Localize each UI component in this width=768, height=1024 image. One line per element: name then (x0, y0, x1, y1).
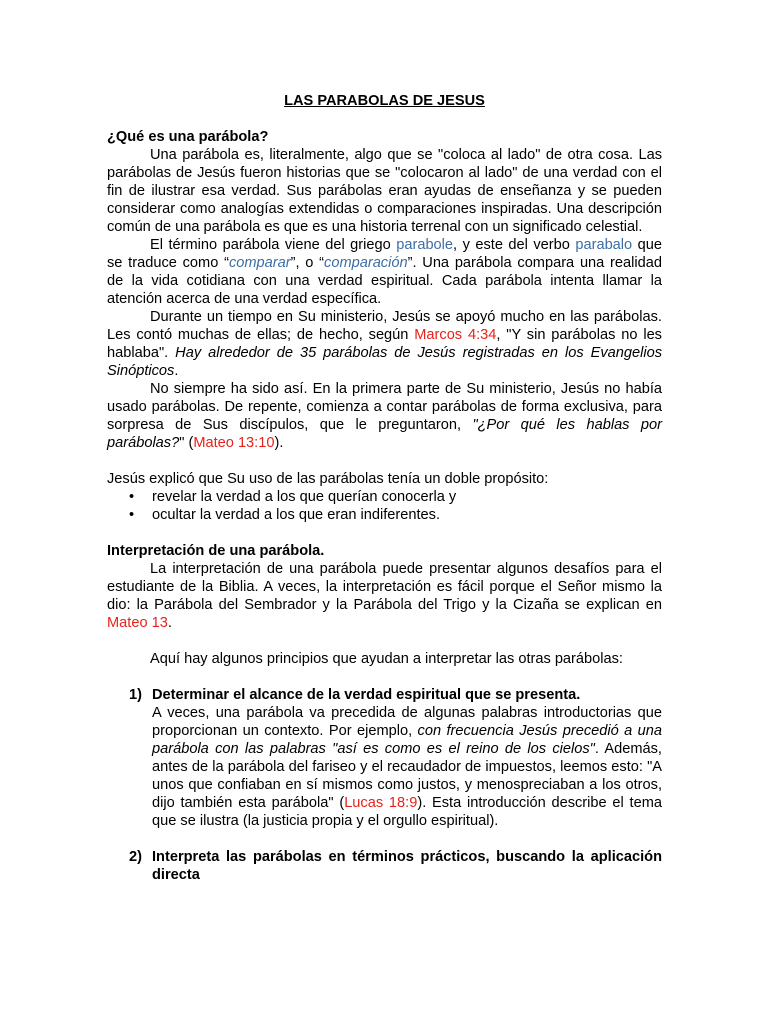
scripture-reference[interactable]: Mateo 13 (107, 615, 168, 631)
italic-text: "¿Por qué les hablas por parábolas? (107, 417, 662, 451)
text: que se traduce como “ (107, 237, 662, 271)
translation-term: comparar (228, 255, 291, 271)
text: . Además, antes de la parábola del fariseo y el recaudador de impuestos, leemos esto: "A unos que confiaban en sí mismos como justos, y menospreciaban a los otros, dijo también esta parábola" ( (152, 741, 662, 811)
document-body (107, 92, 662, 884)
text: , "Y sin parábolas no les hablaba". (107, 327, 662, 361)
text: , y este del verbo (453, 237, 576, 253)
greek-term: parabole (396, 237, 454, 253)
section-heading-interpretacion: Interpretación de una parábola. (107, 543, 325, 559)
scripture-reference[interactable]: Lucas 18:9 (344, 795, 418, 811)
paragraph (107, 380, 662, 452)
text: No siempre ha sido así. En la primera parte de Su ministerio, Jesús no había usado parábolas. De repente, comienza a contar parábolas de forma exclusiva, para sorpresa de Sus discípulos, que le preguntaron, (107, 381, 662, 433)
text: " ( (179, 435, 194, 451)
text: Durante un tiempo en Su ministerio, Jesús se apoyó mucho en las parábolas. Les contó muchas de ellas; de hecho, según (107, 309, 662, 343)
numbered-item-2 (107, 848, 662, 884)
scripture-reference[interactable]: Marcos 4:34 (414, 327, 497, 343)
text: . (167, 615, 172, 631)
text: A veces, una parábola va precedida de algunas palabras introductorias que proporcionan un contexto. Por ejemplo, (152, 705, 662, 739)
item-title: Interpreta las parábolas en términos prácticos, buscando la aplicación directa (152, 849, 662, 883)
spacer (107, 632, 662, 650)
scripture-reference[interactable]: Mateo 13:10 (193, 435, 275, 451)
spacer (107, 668, 662, 686)
item-body (152, 704, 662, 830)
paragraph (107, 560, 662, 632)
paragraph: Aquí hay algunos principios que ayudan a interpretar las otras parábolas: (150, 651, 623, 667)
italic-text: con frecuencia Jesús precedió a una parábola con las palabras "así es como es el reino de los cielos" (152, 723, 662, 757)
bullet-list (107, 488, 662, 524)
text: ”, o “ (290, 255, 325, 271)
item-title: Determinar el alcance de la verdad espiritual que se presenta. (152, 687, 581, 703)
paragraph (107, 308, 662, 380)
paragraph: Una parábola es, literalmente, algo que se "coloca al lado" de otra cosa. Las parábolas de Jesús fueron historias que se "colocaron al lado" de una verdad con el fin de ilustrar esa verdad. Sus parábolas eran ayudas de enseñanza y se pueden considerar como analogías extendidas o comparaciones inspiradas. Una descripción común de una parábola es que es una historia terrenal con un significado celestial. (107, 147, 662, 235)
list-item: • ocultar la verdad a los que eran indiferentes. (107, 506, 662, 524)
greek-term: parabalo (575, 237, 633, 253)
item-number: 1) (129, 687, 142, 703)
text: El término parábola viene del griego (150, 237, 397, 253)
document-title: LAS PARABOLAS DE JESUS (284, 93, 485, 109)
italic-text: Hay alrededor de 35 parábolas de Jesús registradas en los Evangelios Sinópticos (107, 345, 662, 379)
text: ”. Una parábola compara una realidad de la vida cotidiana con una verdad espiritual. Cada parábola intenta llamar la atención acerca de una verdad específica. (107, 255, 662, 307)
paragraph: Jesús explicó que Su uso de las parábolas tenía un doble propósito: (107, 471, 549, 487)
translation-term: comparación (324, 255, 408, 271)
section-heading-que-es: ¿Qué es una parábola? (107, 129, 269, 145)
text: ). Esta introducción describe el tema que se ilustra (la justicia propia y el orgullo espiritual). (152, 795, 663, 829)
numbered-item-1 (107, 686, 662, 830)
item-number: 2) (129, 849, 142, 865)
text: La interpretación de una parábola puede presentar algunos desafíos para el estudiante de la Biblia. A veces, la interpretación es fácil porque el Señor mismo la dio: la Parábola del Sembrador y la Parábola del Trigo y la Cizaña se explican en (107, 561, 662, 613)
text: . (174, 363, 179, 379)
spacer (107, 452, 662, 470)
spacer (107, 524, 662, 542)
spacer (107, 830, 662, 848)
paragraph (107, 236, 662, 308)
text: ). (274, 435, 284, 451)
list-item: • revelar la verdad a los que querían conocerla y (107, 488, 662, 506)
